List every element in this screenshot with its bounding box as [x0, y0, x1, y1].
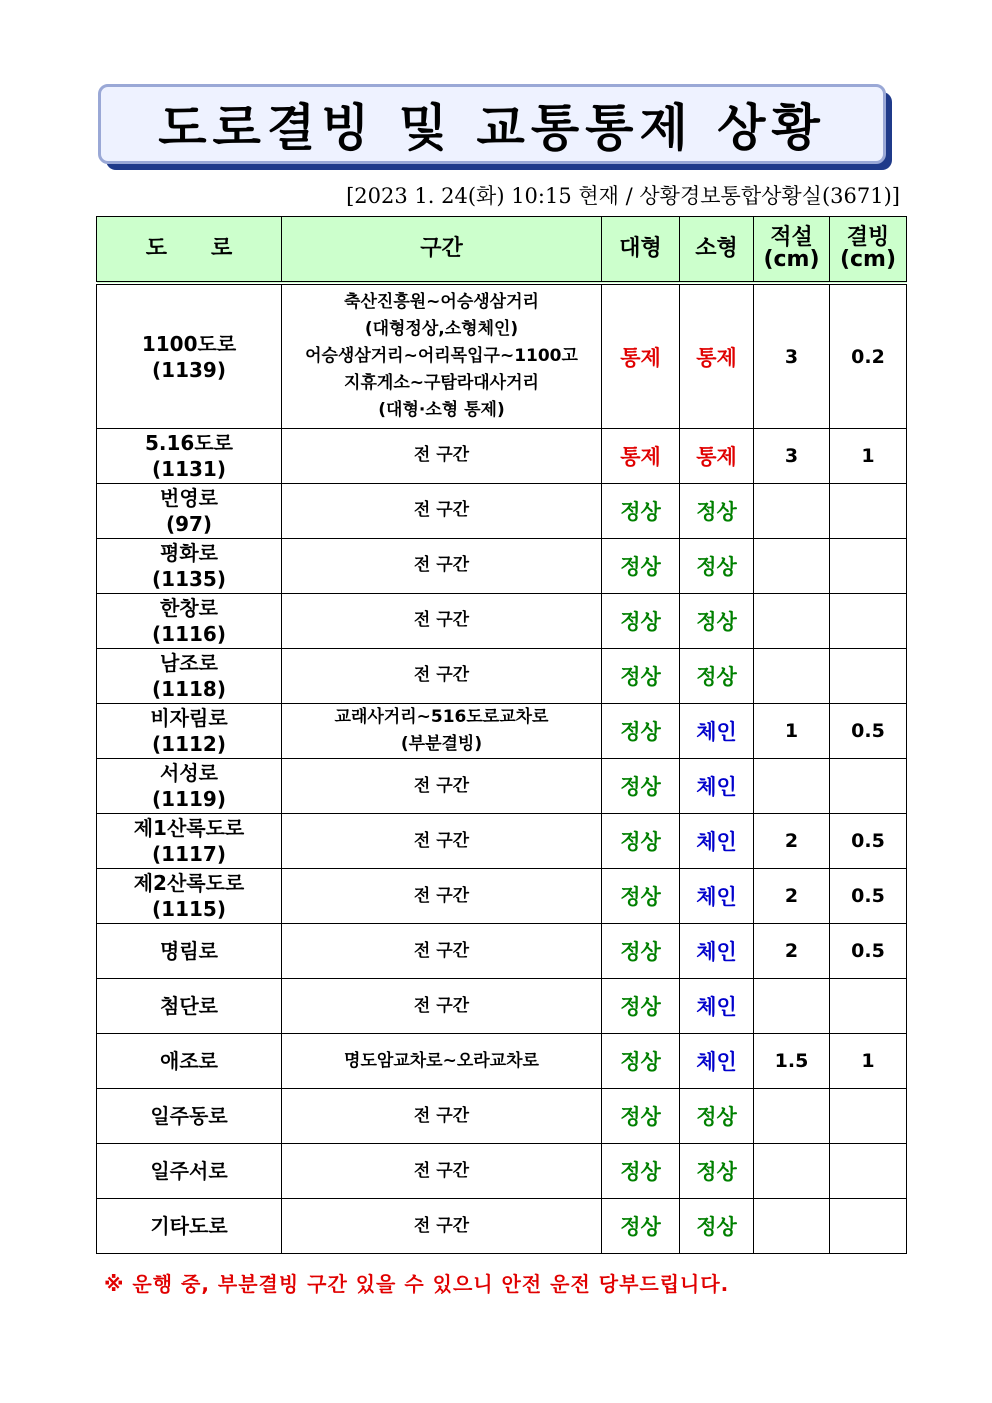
table-row	[97, 704, 907, 759]
small-vehicle-status: 정상	[680, 649, 754, 704]
small-vehicle-status: 체인	[680, 814, 754, 869]
header-road: 도 로	[97, 217, 282, 284]
ice-depth-value: 1	[830, 1034, 907, 1089]
header-snow-depth: 적설 (cm)	[754, 217, 830, 284]
snow-depth-value: 2	[754, 869, 830, 924]
table-row	[97, 539, 907, 594]
large-vehicle-status: 정상	[602, 704, 680, 759]
section-cell: 명도암교차로~오라교차로	[282, 1034, 602, 1089]
section-cell: 전 구간	[282, 539, 602, 594]
snow-depth-value	[754, 1144, 830, 1199]
ice-depth-value	[830, 484, 907, 539]
large-vehicle-status: 정상	[602, 1199, 680, 1254]
header-section: 구간	[282, 217, 602, 284]
ice-depth-value: 0.5	[830, 924, 907, 979]
large-vehicle-status: 정상	[602, 1034, 680, 1089]
large-vehicle-status: 정상	[602, 979, 680, 1034]
table-row	[97, 484, 907, 539]
road-name-cell: 일주동로	[97, 1089, 282, 1144]
report-timestamp: [2023 1. 24(화) 10:15 현재 / 상황경보통합상황실(3671)]	[346, 184, 900, 208]
ice-depth-value	[830, 1144, 907, 1199]
small-vehicle-status: 정상	[680, 484, 754, 539]
large-vehicle-status: 정상	[602, 814, 680, 869]
table-row	[97, 1144, 907, 1199]
road-name-cell: 서성로 (1119)	[97, 759, 282, 814]
section-cell: 전 구간	[282, 814, 602, 869]
section-cell: 전 구간	[282, 429, 602, 484]
table-row	[97, 869, 907, 924]
ice-depth-value: 0.2	[830, 283, 907, 429]
section-cell: 전 구간	[282, 759, 602, 814]
small-vehicle-status: 정상	[680, 539, 754, 594]
section-cell: 교래사거리~516도로교차로 (부분결빙)	[282, 704, 602, 759]
small-vehicle-status: 통제	[680, 283, 754, 429]
large-vehicle-status: 정상	[602, 539, 680, 594]
road-name-cell: 제1산록도로 (1117)	[97, 814, 282, 869]
large-vehicle-status: 정상	[602, 649, 680, 704]
road-name-cell: 평화로 (1135)	[97, 539, 282, 594]
table-row	[97, 649, 907, 704]
large-vehicle-status: 정상	[602, 759, 680, 814]
ice-depth-value	[830, 539, 907, 594]
road-name-cell: 제2산록도로 (1115)	[97, 869, 282, 924]
road-name-cell: 남조로 (1118)	[97, 649, 282, 704]
small-vehicle-status: 정상	[680, 1089, 754, 1144]
ice-depth-value	[830, 759, 907, 814]
section-cell: 전 구간	[282, 1144, 602, 1199]
ice-depth-value	[830, 979, 907, 1034]
section-cell: 전 구간	[282, 1199, 602, 1254]
section-cell: 전 구간	[282, 979, 602, 1034]
small-vehicle-status: 정상	[680, 1144, 754, 1199]
ice-depth-value: 0.5	[830, 814, 907, 869]
road-name-cell: 첨단로	[97, 979, 282, 1034]
small-vehicle-status: 체인	[680, 759, 754, 814]
ice-depth-value: 0.5	[830, 869, 907, 924]
table-row	[97, 1034, 907, 1089]
ice-depth-value	[830, 594, 907, 649]
small-vehicle-status: 정상	[680, 594, 754, 649]
snow-depth-value	[754, 649, 830, 704]
snow-depth-value	[754, 1089, 830, 1144]
section-cell: 전 구간	[282, 484, 602, 539]
snow-depth-value: 3	[754, 283, 830, 429]
header-large-vehicle: 대형	[602, 217, 680, 284]
small-vehicle-status: 체인	[680, 869, 754, 924]
road-name-cell: 애조로	[97, 1034, 282, 1089]
snow-depth-value: 1	[754, 704, 830, 759]
table-row	[97, 924, 907, 979]
small-vehicle-status: 통제	[680, 429, 754, 484]
ice-depth-value	[830, 649, 907, 704]
road-name-cell: 한창로 (1116)	[97, 594, 282, 649]
large-vehicle-status: 통제	[602, 429, 680, 484]
road-name-cell: 명림로	[97, 924, 282, 979]
road-name-cell: 비자림로 (1112)	[97, 704, 282, 759]
table-row	[97, 429, 907, 484]
road-name-cell: 1100도로 (1139)	[97, 283, 282, 429]
table-header-row	[97, 217, 907, 284]
ice-depth-value	[830, 1089, 907, 1144]
snow-depth-value: 2	[754, 924, 830, 979]
large-vehicle-status: 정상	[602, 484, 680, 539]
road-name-cell: 5.16도로 (1131)	[97, 429, 282, 484]
large-vehicle-status: 정상	[602, 1089, 680, 1144]
title-banner	[98, 84, 886, 164]
small-vehicle-status: 체인	[680, 979, 754, 1034]
ice-depth-value: 0.5	[830, 704, 907, 759]
section-cell: 축산진흥원~어승생삼거리 (대형정상,소형체인) 어승생삼거리~어리목입구~1100고 지휴게소~구탐라대사거리 (대형·소형 통제)	[282, 283, 602, 429]
table-body	[97, 283, 907, 1254]
large-vehicle-status: 정상	[602, 594, 680, 649]
snow-depth-value: 2	[754, 814, 830, 869]
snow-depth-value: 1.5	[754, 1034, 830, 1089]
snow-depth-value	[754, 979, 830, 1034]
header-ice-depth: 결빙 (cm)	[830, 217, 907, 284]
page-title: 도로결빙 및 교통통제 상황	[158, 99, 826, 157]
road-name-cell: 일주서로	[97, 1144, 282, 1199]
road-name-cell: 기타도로	[97, 1199, 282, 1254]
large-vehicle-status: 통제	[602, 283, 680, 429]
snow-depth-value	[754, 539, 830, 594]
safety-notice: ※ 운행 중, 부분결빙 구간 있을 수 있으니 안전 운전 당부드립니다.	[104, 1272, 730, 1296]
snow-depth-value	[754, 484, 830, 539]
section-cell: 전 구간	[282, 594, 602, 649]
table-row	[97, 1199, 907, 1254]
header-small-vehicle: 소형	[680, 217, 754, 284]
table-row	[97, 1089, 907, 1144]
title-box	[98, 84, 886, 164]
snow-depth-value	[754, 759, 830, 814]
large-vehicle-status: 정상	[602, 869, 680, 924]
road-status-table	[96, 216, 907, 1254]
table-row	[97, 283, 907, 429]
road-name-cell: 번영로 (97)	[97, 484, 282, 539]
small-vehicle-status: 체인	[680, 704, 754, 759]
snow-depth-value	[754, 594, 830, 649]
small-vehicle-status: 정상	[680, 1199, 754, 1254]
snow-depth-value	[754, 1199, 830, 1254]
section-cell: 전 구간	[282, 649, 602, 704]
small-vehicle-status: 체인	[680, 1034, 754, 1089]
table-row	[97, 979, 907, 1034]
section-cell: 전 구간	[282, 924, 602, 979]
section-cell: 전 구간	[282, 869, 602, 924]
table-row	[97, 814, 907, 869]
table-row	[97, 759, 907, 814]
snow-depth-value: 3	[754, 429, 830, 484]
ice-depth-value: 1	[830, 429, 907, 484]
small-vehicle-status: 체인	[680, 924, 754, 979]
table-row	[97, 594, 907, 649]
large-vehicle-status: 정상	[602, 924, 680, 979]
ice-depth-value	[830, 1199, 907, 1254]
large-vehicle-status: 정상	[602, 1144, 680, 1199]
section-cell: 전 구간	[282, 1089, 602, 1144]
